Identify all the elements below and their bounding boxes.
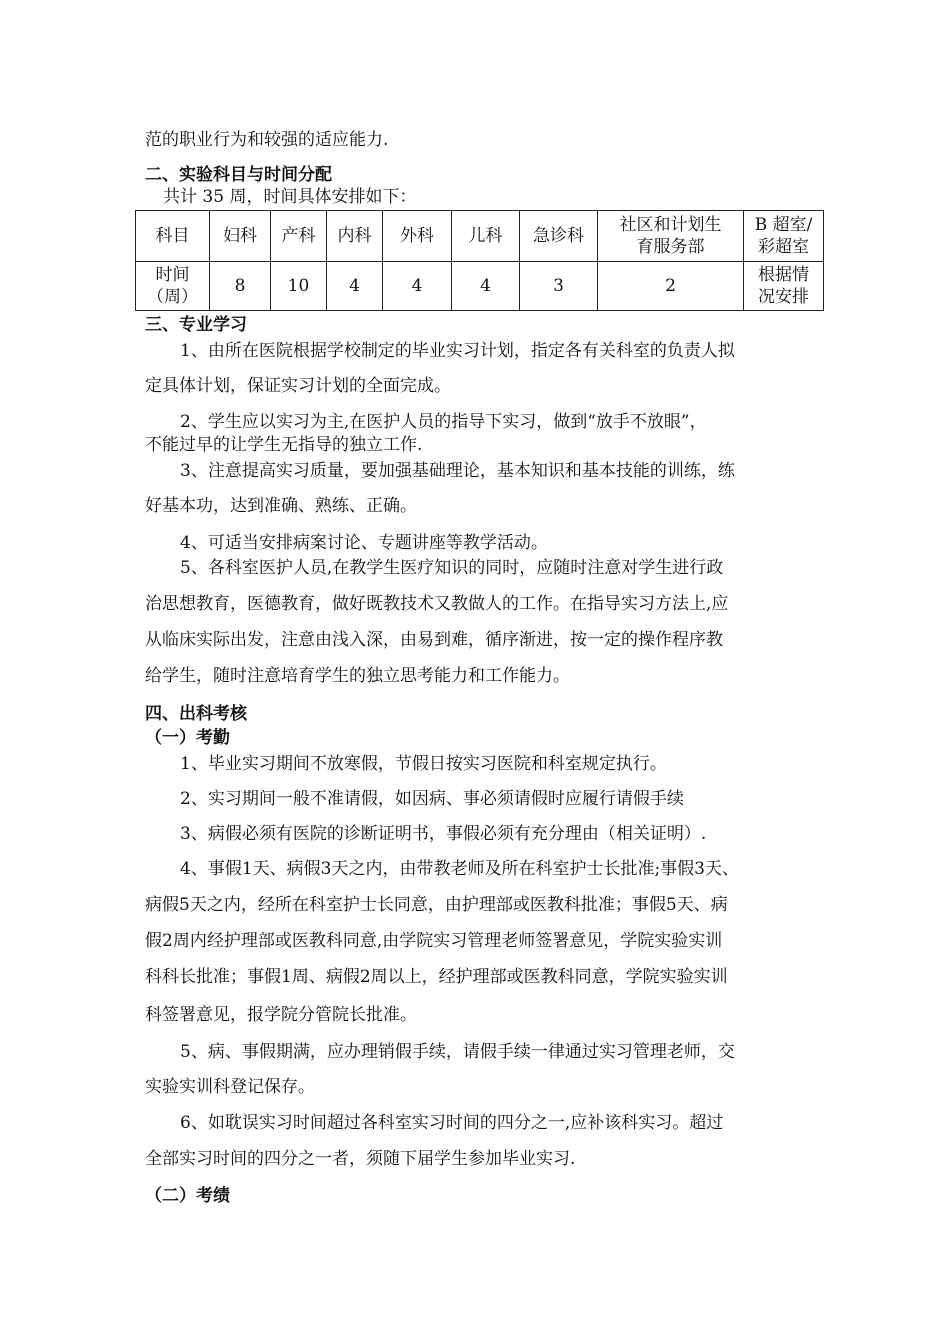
cell-line: 彩超室 (758, 237, 809, 257)
table-cell-last (744, 262, 824, 311)
section3-heading: 三、专业学习 (145, 315, 247, 335)
cell-line: （周） (147, 287, 198, 307)
table-cell: 儿科 (452, 211, 520, 262)
table-cell: 4 (452, 262, 520, 311)
paragraph-line: 假2周内经护理部或医教科同意,由学院实习管理老师签署意见，学院实验实训 (145, 931, 723, 951)
table-cell-bscan (744, 211, 824, 262)
cell-line: 社区和计划生 (619, 215, 722, 235)
section4-heading: 四、出科考核 (145, 704, 247, 724)
paragraph-line: 1、由所在医院根据学校制定的毕业实习计划，指定各有关科室的负责人拟 (180, 341, 735, 361)
paragraph-line: 3、注意提高实习质量，要加强基础理论，基本知识和基本技能的训练，练 (180, 461, 735, 481)
table-cell: 急诊科 (520, 211, 598, 262)
table-cell: 外科 (383, 211, 452, 262)
paragraph-line: 治思想教育，医德教育，做好既教技术又教做人的工作。在指导实习方法上,应 (145, 594, 729, 614)
table-cell: 4 (383, 262, 452, 311)
paragraph-line: 2、实习期间一般不准请假，如因病、事必须请假时应履行请假手续 (180, 789, 684, 809)
table-cell: 科目 (136, 211, 210, 262)
table-cell: 8 (210, 262, 271, 311)
paragraph-line: 4、事假1天、病假3天之内，由带教老师及所在科室护士长批准;事假3天、 (180, 859, 739, 879)
cell-line: 况安排 (758, 287, 809, 307)
section4-sub2-heading: （二）考绩 (145, 1186, 230, 1206)
section4-sub1-heading: （一）考勤 (145, 728, 230, 748)
paragraph-line: 2、学生应以实习为主,在医护人员的指导下实习，做到“放手不放眼”， (180, 412, 707, 432)
table-cell: 内科 (327, 211, 383, 262)
paragraph-line: 全部实习时间的四分之一者，须随下届学生参加毕业实习. (145, 1149, 576, 1169)
section2-heading: 二、实验科目与时间分配 (145, 165, 332, 185)
paragraph-line: 5、病、事假期满，应办理销假手续，请假手续一律通过实习管理老师，交 (180, 1042, 735, 1062)
table-cell-community (598, 211, 744, 262)
paragraph-line: 不能过早的让学生无指导的独立工作. (145, 435, 423, 455)
paragraph-line: 6、如耽误实习时间超过各科室实习时间的四分之一,应补该科实习。超过 (180, 1113, 724, 1133)
cell-line: 时间 (155, 265, 190, 285)
section2-subtitle: 共计 35 周，时间具体安排如下： (163, 187, 417, 207)
table-cell: 产科 (271, 211, 327, 262)
paragraph-line: 从临床实际出发，注意由浅入深，由易到难，循序渐进，按一定的操作程序教 (145, 630, 723, 650)
paragraph-line: 1、毕业实习期间不放寒假，节假日按实习医院和科室规定执行。 (180, 754, 667, 774)
paragraph-line: 3、病假必须有医院的诊断证明书，事假必须有充分理由（相关证明）. (180, 824, 707, 844)
paragraph-line: 5、各科室医护人员,在教学生医疗知识的同时，应随时注意对学生进行政 (180, 558, 724, 578)
schedule-table (135, 210, 824, 311)
table-header-row (136, 211, 824, 262)
intro-tail-text: 范的职业行为和较强的适应能力. (145, 130, 389, 150)
cell-line: B 超室/ (754, 215, 813, 235)
table-time-row (136, 262, 824, 311)
paragraph-line: 科签署意见，报学院分管院长批准。 (145, 1005, 417, 1025)
paragraph-line: 科科长批准；事假1周、病假2周以上，经护理部或医教科同意，学院实验实训 (145, 967, 728, 987)
table-cell: 4 (327, 262, 383, 311)
paragraph-line: 实验实训科登记保存。 (145, 1077, 315, 1097)
paragraph-line: 4、可适当安排病案讨论、专题讲座等教学活动。 (180, 533, 548, 553)
paragraph-line: 定具体计划，保证实习计划的全面完成。 (145, 376, 451, 396)
cell-line: 根据情 (758, 265, 809, 285)
paragraph-line: 给学生，随时注意培育学生的独立思考能力和工作能力。 (145, 666, 570, 686)
table-cell: 10 (271, 262, 327, 311)
table-cell: 妇科 (210, 211, 271, 262)
table-cell: 2 (598, 262, 744, 311)
table-cell: 3 (520, 262, 598, 311)
paragraph-line: 好基本功，达到准确、熟练、正确。 (145, 496, 417, 516)
paragraph-line: 病假5天之内，经所在科室护士长同意，由护理部或医教科批准；事假5天、病 (145, 895, 728, 915)
cell-line: 育服务部 (636, 237, 705, 257)
table-row-label (136, 262, 210, 311)
